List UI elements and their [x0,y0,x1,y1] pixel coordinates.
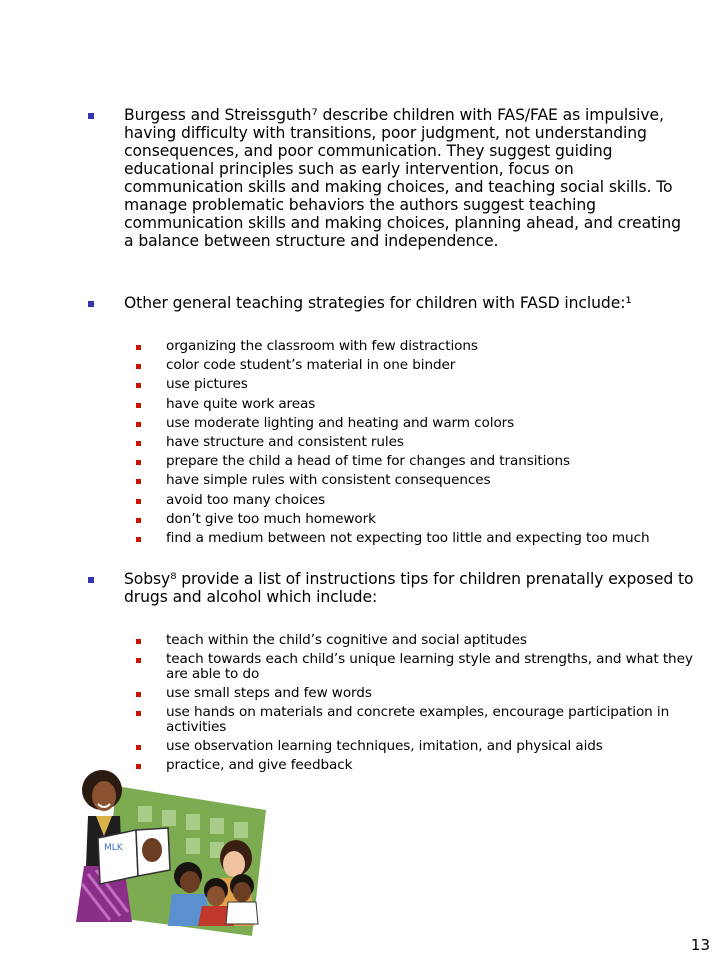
board-window [186,814,200,830]
square-bullet-icon [136,745,141,750]
sub-bullet-text: use hands on materials and concrete examples, encourage participation in activities [166,704,670,735]
board-window [138,806,152,822]
book-portrait [142,838,162,862]
sub-bullet-item [136,416,696,435]
sub-bullet-item [136,633,696,648]
square-bullet-icon [136,441,141,446]
sub-bullet-text: have quite work areas [166,395,316,412]
book-label: MLK [104,843,123,853]
sub-bullet-item [136,705,696,735]
page-number: 13 [690,936,710,954]
square-bullet-icon [136,364,141,369]
child-face [180,871,200,893]
sub-bullet-item [136,377,696,396]
sub-bullet-text: use small steps and few words [166,685,372,701]
square-bullet-icon [136,460,141,465]
sub-bullet-item [136,473,696,492]
square-bullet-icon [136,479,141,484]
sub-bullet-text: organizing the classroom with few distractions [166,338,478,354]
paragraph-strategies-intro: Other general teaching strategies for children with FASD include:¹ [124,294,632,312]
sub-bullet-text: use observation learning techniques, imitation, and physical aids [166,738,603,754]
sub-bullet-text: teach towards each child’s unique learning style and strengths, and what they are able to do [166,651,693,682]
square-bullet-icon [88,577,94,583]
square-bullet-icon [136,403,141,408]
square-bullet-icon [136,422,141,427]
sub-bullet-item [136,339,696,358]
square-bullet-icon [136,345,141,350]
sub-bullet-text: prepare the child a head of time for changes and transitions [166,453,570,470]
square-bullet-icon [136,711,141,716]
sub-bullet-item [136,531,696,550]
main-bullet-item [88,570,720,606]
paragraph-sobsy: Sobsy⁸ provide a list of instructions tips for children prenatally exposed to drugs and alcohol which include: [124,570,694,606]
board-window [210,818,224,834]
square-bullet-icon [136,499,141,504]
sub-bullet-text: avoid too many choices [166,491,326,508]
sub-bullet-item [136,739,696,754]
paragraph-burgess: Burgess and Streissguth⁷ describe children with FAS/FAE as impulsive, having difficulty with transitions, poor judgment, not understanding consequences, and poor communication. They suggest guiding educational principles such as early intervention, focus on communication skills and making choices, and teaching social skills. To manage problematic behaviors the authors suggest teaching communication skills and making choices, planning ahead, and creating a balance between structure and independence. [124,106,681,250]
tips-list [136,633,696,777]
book-left-page [98,830,138,884]
sub-bullet-item [136,454,696,473]
sub-bullet-item [136,493,696,512]
square-bullet-icon [136,383,141,388]
board-window [234,822,248,838]
sub-bullet-text: have simple rules with consistent consequences [166,472,491,489]
sub-bullet-text: practice, and give feedback [166,757,353,773]
main-bullet-list [88,106,688,268]
sub-bullet-text: use pictures [166,376,248,393]
sub-bullet-text: color code student’s material in one binder [166,357,456,374]
main-bullet-item [88,294,720,312]
sub-bullet-item [136,435,696,454]
square-bullet-icon [88,113,94,119]
sub-bullet-text: find a medium between not expecting too little and expecting too much [166,529,650,546]
square-bullet-icon [136,692,141,697]
sub-bullet-text: teach within the child’s cognitive and social aptitudes [166,632,527,648]
sub-bullet-item [136,358,696,377]
sub-bullet-item [136,512,696,531]
strategies-list [136,339,696,550]
square-bullet-icon [136,537,141,542]
square-bullet-icon [136,658,141,663]
child-face [223,851,245,877]
sub-bullet-text: don’t give too much homework [166,510,376,527]
teacher-reading-clipart [76,766,276,936]
square-bullet-icon [136,639,141,644]
sub-bullet-text: have structure and consistent rules [166,433,404,450]
sub-bullet-item [136,652,696,682]
sub-bullet-item [136,686,696,701]
square-bullet-icon [88,301,94,307]
sub-bullet-item [136,397,696,416]
sub-bullet-text: use moderate lighting and heating and warm colors [166,414,515,431]
board-window [186,838,200,854]
main-bullet-item [88,106,688,268]
square-bullet-icon [136,518,141,523]
board-window [162,810,176,826]
